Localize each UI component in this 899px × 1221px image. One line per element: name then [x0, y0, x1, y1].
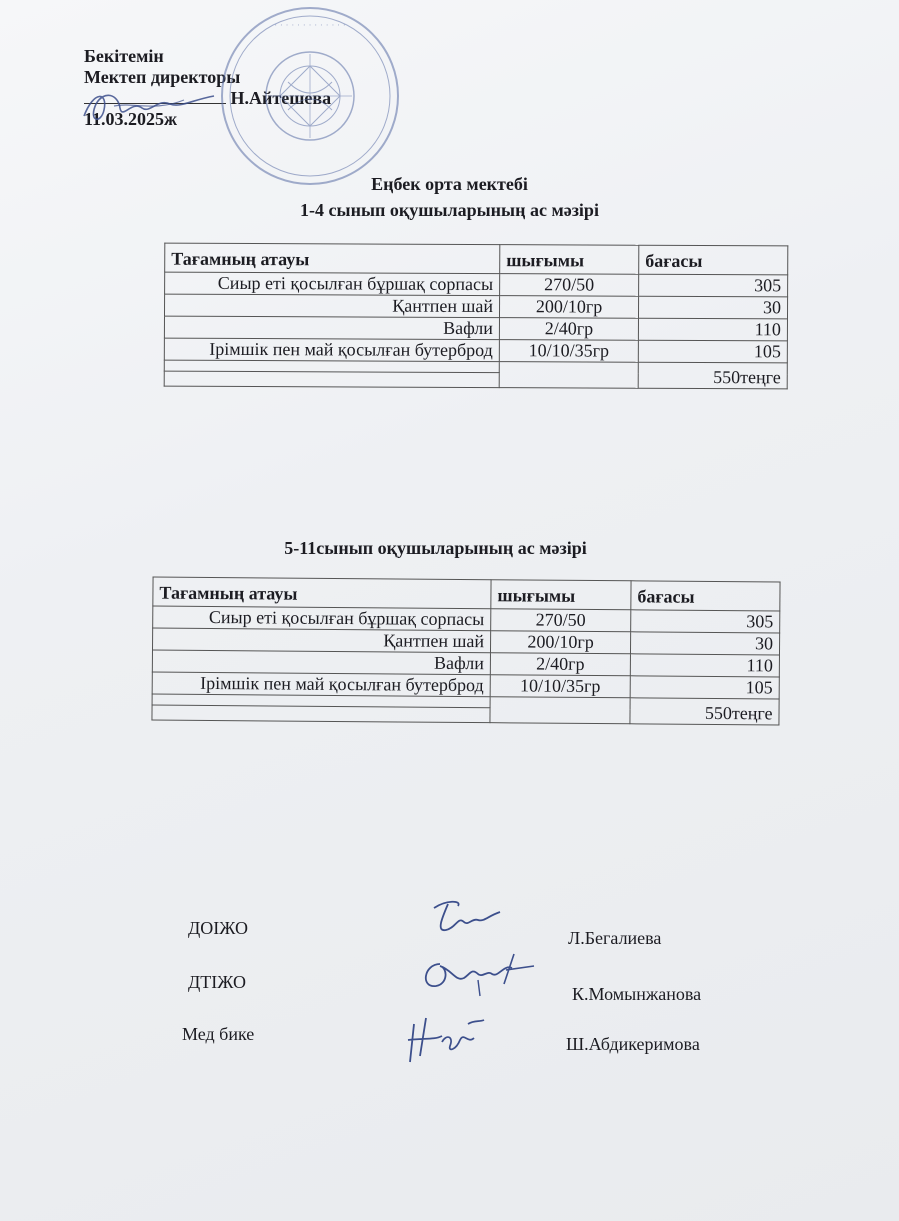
- dish-price: 105: [638, 340, 787, 363]
- header-dish-name: Тағамның атауы: [153, 577, 491, 609]
- dish-price: 110: [630, 654, 779, 677]
- total-price: 550теңге: [630, 698, 779, 725]
- dish-name: Сиыр еті қосылған бұршақ сорпасы: [153, 606, 491, 631]
- director-signature-icon: [74, 86, 224, 134]
- table-row: [164, 316, 787, 341]
- section2-title: 5-11сынып оқушыларының ас мәзірі: [284, 538, 587, 558]
- svg-text:· · · · · · · · · · · · ·: · · · · · · · · · · · · ·: [274, 21, 346, 31]
- dish-name: Ірімшік пен май қосылған бутерброд: [152, 672, 490, 697]
- empty-cell: [490, 697, 630, 724]
- dish-name: Қантпен шай: [164, 294, 499, 317]
- dish-name: Қантпен шай: [152, 628, 490, 653]
- approval-date: 11.03.2025ж: [84, 109, 178, 129]
- dish-name: Вафли: [164, 316, 499, 339]
- dish-price: 105: [630, 676, 779, 699]
- staff-name: Ш.Абдикеримова: [566, 1034, 700, 1054]
- staff-role: ДОІЖО: [188, 918, 248, 938]
- dish-price: 110: [638, 318, 787, 341]
- table-header-row: [165, 243, 788, 275]
- school-title: Еңбек орта мектебі: [371, 174, 528, 194]
- dish-price: 305: [639, 274, 788, 297]
- dish-portion: 270/50: [500, 274, 639, 297]
- header-price: бағасы: [639, 245, 788, 275]
- dish-name: Вафли: [152, 650, 490, 675]
- signature-icon: [404, 1010, 494, 1070]
- approval-signer: Н.Айтешева: [230, 88, 332, 108]
- header-portion: шығымы: [491, 580, 631, 610]
- staff-name: К.Момынжанова: [572, 984, 702, 1004]
- dish-portion: 200/10гр: [499, 296, 638, 319]
- empty-cell: [164, 371, 499, 387]
- dish-price: 30: [638, 296, 787, 319]
- menu-table-1: [164, 243, 789, 390]
- header-portion: шығымы: [500, 245, 639, 275]
- staff-role: Мед бике: [182, 1024, 255, 1044]
- stamp-seal-icon: [218, 4, 403, 189]
- dish-portion: 2/40гр: [499, 318, 638, 341]
- menu-table-2: [151, 577, 780, 726]
- empty-cell: [152, 705, 490, 723]
- empty-cell: [499, 362, 638, 389]
- dish-portion: 200/10гр: [490, 631, 630, 654]
- section1-title: 1-4 сынып оқушыларының ас мәзірі: [300, 200, 599, 220]
- approval-line1: Бекітемін: [84, 46, 164, 66]
- approval-line2: Мектеп директоры: [84, 67, 241, 87]
- header-dish-name: Тағамның атауы: [165, 243, 500, 273]
- dish-name: Ірімшік пен май қосылған бутерброд: [164, 338, 499, 361]
- staff-role: ДТІЖО: [188, 972, 246, 992]
- dish-price: 305: [631, 610, 780, 633]
- dish-portion: 10/10/35гр: [499, 340, 638, 363]
- dish-portion: 2/40гр: [490, 653, 630, 676]
- table-row: [164, 338, 787, 363]
- staff-name: Л.Бегалиева: [568, 928, 662, 948]
- total-price: 550теңге: [638, 362, 787, 389]
- table-row: [164, 294, 787, 319]
- signature-icon: [428, 898, 508, 942]
- header-price: бағасы: [631, 581, 780, 611]
- signature-icon: [418, 944, 538, 1002]
- dish-name: Сиыр еті қосылған бұршақ сорпасы: [165, 272, 500, 295]
- dish-price: 30: [630, 632, 779, 655]
- dish-portion: 270/50: [491, 609, 631, 632]
- dish-portion: 10/10/35гр: [490, 675, 630, 698]
- table-row: [165, 272, 788, 297]
